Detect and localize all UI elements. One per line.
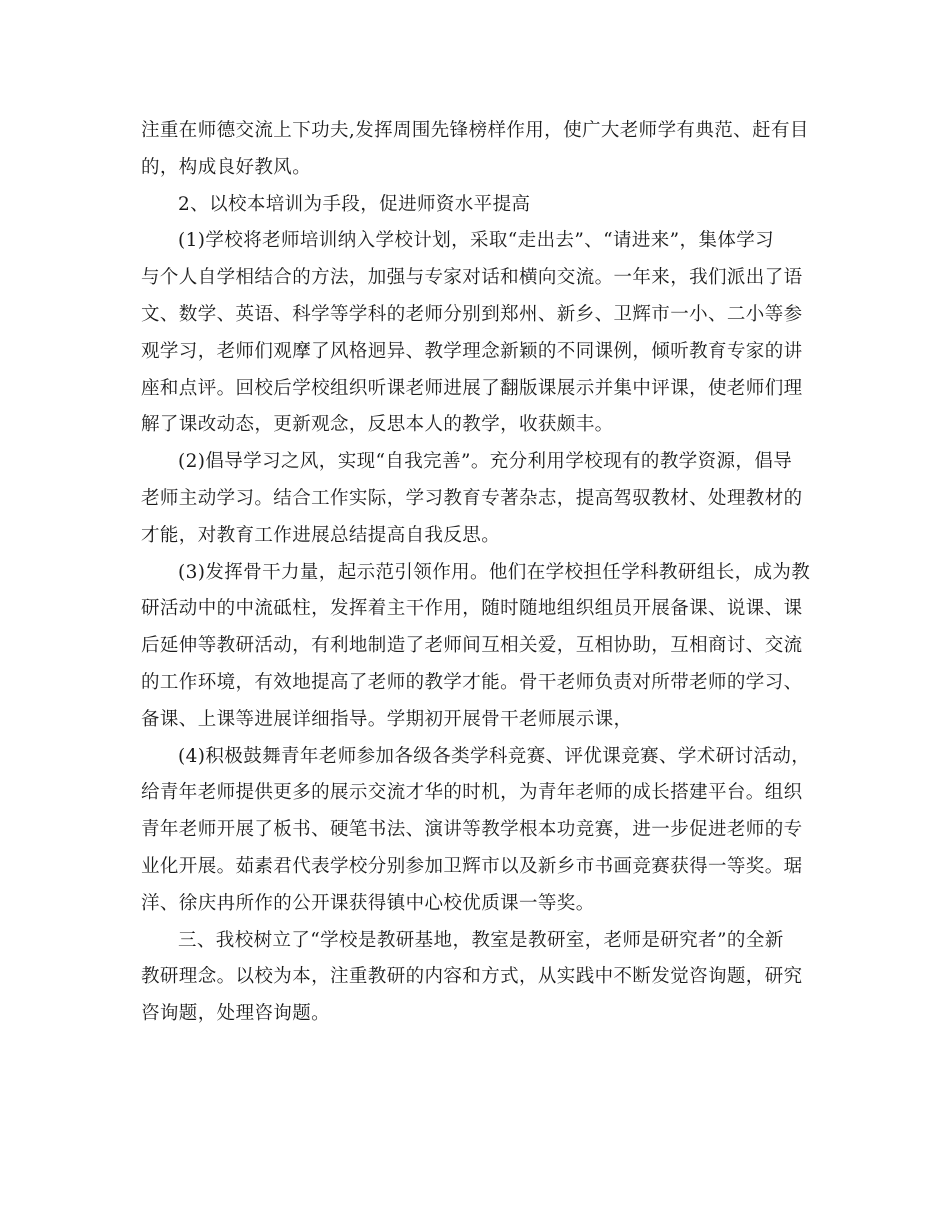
- text-line: (4)积极鼓舞青年老师参加各级各类学科竞赛、评优课竞赛、学术研讨活动，: [178, 745, 811, 767]
- text-line: 备课、上课等进展详细指导。学期初开展骨干老师展示课，: [141, 708, 633, 730]
- text-line: (3)发挥骨干力量，起示范引领作用。他们在学校担任学科教研组长，成为教: [178, 561, 811, 583]
- text-line: 青年老师开展了板书、硬笔书法、演讲等教学根本功竞赛，进一步促进老师的专: [141, 819, 803, 841]
- text-line: 后延伸等教研活动，有利地制造了老师间互相关爱，互相协助，互相商讨、交流: [141, 635, 803, 657]
- text-line: 与个人自学相结合的方法，加强与专家对话和横向交流。一年来，我们派出了语: [141, 267, 803, 289]
- section-heading: 2、以校本培训为手段，促进师资水平提高: [178, 193, 531, 215]
- text-line: 解了课改动态，更新观念，反思本人的教学，收获颇丰。: [141, 414, 614, 436]
- text-line: 的，构成良好教风。: [141, 156, 312, 178]
- text-line: 座和点评。回校后学校组织听课老师进展了翻版课展示并集中评课，使老师们理: [141, 377, 803, 399]
- text-line: 观学习，老师们观摩了风格迥异、教学理念新颖的不同课例，倾听教育专家的讲: [141, 340, 803, 362]
- text-line: 注重在师德交流上下功夫,发挥周围先锋榜样作用，使广大老师学有典范、赶有目: [141, 120, 809, 141]
- text-line: 文、数学、英语、科学等学科的老师分别到郑州、新乡、卫辉市一小、二小等参: [141, 303, 803, 325]
- text-line: 给青年老师提供更多的展示交流才华的时机，为青年老师的成长搭建平台。组织: [141, 782, 803, 804]
- text-line: (2)倡导学习之风，实现“自我完善”。充分利用学校现有的教学资源，倡导: [178, 451, 793, 473]
- text-line: 老师主动学习。结合工作实际，学习教育专著杂志，提高驾驭教材、处理教材的: [141, 487, 803, 509]
- text-line: 业化开展。茹素君代表学校分别参加卫辉市以及新乡市书画竞赛获得一等奖。琚: [141, 855, 803, 877]
- text-line: 研活动中的中流砥柱，发挥着主干作用，随时随地组织组员开展备课、说课、课: [141, 598, 803, 620]
- text-line: 的工作环境，有效地提高了老师的教学才能。骨干老师负责对所带老师的学习、: [141, 671, 803, 693]
- text-line: 咨询题，处理咨询题。: [141, 1003, 331, 1025]
- text-line: 教研理念。以校为本，注重教研的内容和方式，从实践中不断发觉咨询题，研究: [141, 966, 803, 988]
- section-heading: 三、我校树立了“学校是教研基地，教室是教研室，老师是研究者”的全新: [178, 929, 784, 951]
- document-body: [141, 113, 816, 1033]
- text-line: 洋、徐庆冉所作的公开课获得镇中心校优质课一等奖。: [141, 892, 595, 914]
- text-line: (1)学校将老师培训纳入学校计划，采取“走出去”、“请进来”，集体学习: [178, 230, 775, 252]
- text-line: 才能，对教育工作进展总结提高自我反思。: [141, 524, 501, 546]
